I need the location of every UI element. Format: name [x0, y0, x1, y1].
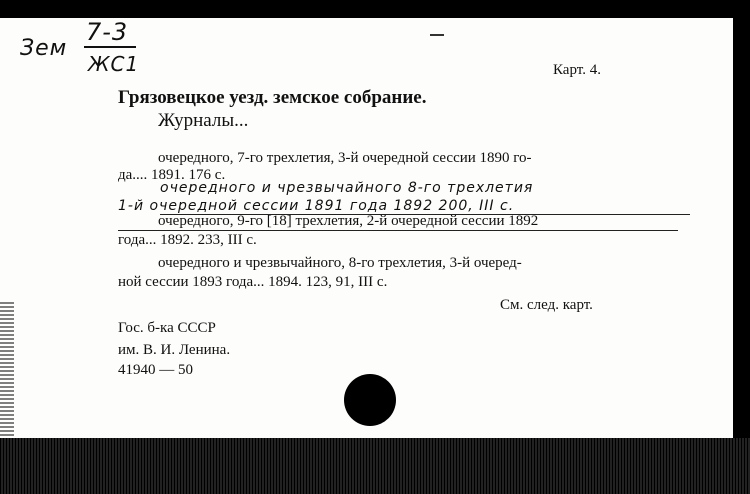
- card-subtitle: Журналы...: [158, 110, 249, 131]
- catalog-card: [0, 18, 733, 438]
- top-dash-mark: [430, 34, 444, 36]
- shelfmark-prefix: Зем: [20, 36, 68, 61]
- handwritten-line-1: очередного и чрезвычайного 8-го трехлетия: [160, 180, 534, 196]
- card-number: Карт. 4.: [553, 62, 601, 78]
- entry-line-4: года... 1892. 233, III с.: [118, 232, 257, 248]
- continuation-note: См. след. карт.: [500, 297, 593, 313]
- handwritten-line-2: 1-й очередной сессии 1891 года 1892 200, III с.: [118, 198, 515, 214]
- card-title: Грязовецкое уезд. земское собрание.: [118, 87, 427, 108]
- print-code: 41940 — 50: [118, 362, 193, 378]
- scan-edge-noise: [0, 300, 14, 440]
- scan-bottom-strip: [0, 438, 750, 494]
- shelfmark-fraction-bar: [84, 46, 136, 48]
- shelfmark-top: 7-3: [86, 18, 129, 46]
- handwritten-underline-2: [118, 230, 678, 231]
- library-line-1: Гос. б-ка СССР: [118, 320, 216, 336]
- entry-line-6: ной сессии 1893 года... 1894. 123, 91, III с.: [118, 274, 388, 290]
- entry-line-3: очередного, 9-го [18] трехлетия, 2-й очередной сессии 1892: [158, 213, 539, 229]
- shelfmark-bottom: ЖС1: [88, 52, 140, 76]
- punch-hole: [344, 374, 396, 426]
- entry-line-2: да.... 1891. 176 с.: [118, 167, 226, 183]
- library-line-2: им. В. И. Ленина.: [118, 342, 231, 358]
- entry-line-1: очередного, 7-го трехлетия, 3-й очередной сессии 1890 го-: [158, 150, 532, 166]
- entry-line-5: очередного и чрезвычайного, 8-го трехлетия, 3-й очеред-: [158, 255, 522, 271]
